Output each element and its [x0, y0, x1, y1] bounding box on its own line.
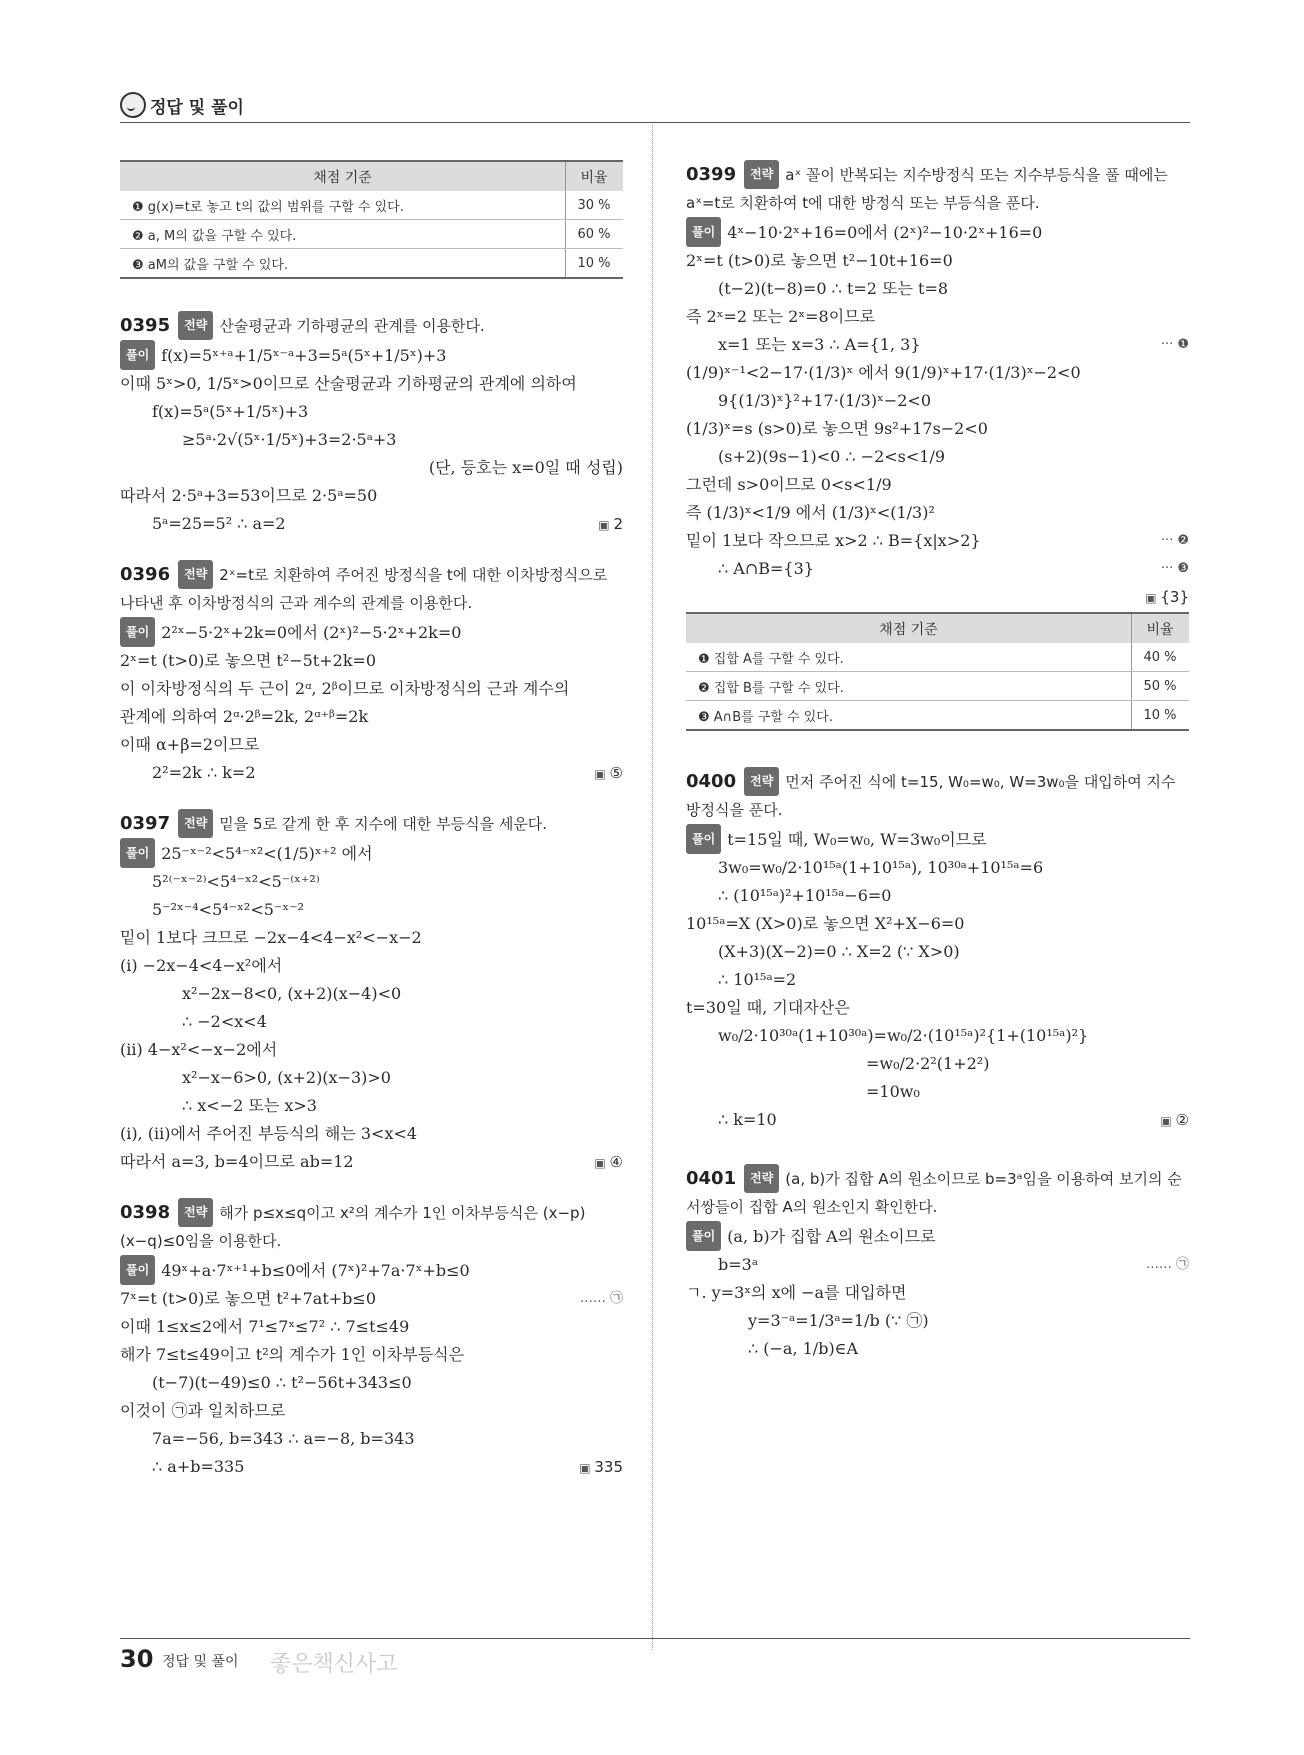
problem-heading [120, 311, 623, 340]
solution-line: 이때 5ˣ>0, 1/5ˣ>0이므로 산술평균과 기하평균의 관계에 의하여 [120, 374, 577, 393]
problem-0397 [120, 809, 623, 1176]
math-text: b=3ᵃ [718, 1255, 758, 1274]
answer-mark: ▣ 335 [579, 1453, 623, 1482]
solution-line: (1/3)ˣ=s (s>0)로 놓으면 9s²+17s−2<0 [686, 419, 988, 438]
table-cell: ❷ a, M의 값을 구할 수 있다. [120, 220, 566, 249]
solution-line: (t−2)(t−8)=0 ∴ t=2 또는 t=8 [718, 279, 949, 298]
table-cell: ❶ g(x)=t로 놓고 t의 값의 범위를 구할 수 있다. [120, 191, 566, 220]
solution-tag: 풀이 [120, 1255, 155, 1285]
table-header-criteria: 채점 기준 [686, 613, 1132, 643]
strategy-text: 해가 p≤x≤q이고 x²의 계수가 1인 이차부등식은 (x−p)(x−q)≤0임을 이용한다. [120, 1204, 586, 1250]
problem-heading [686, 767, 1189, 824]
solution-line: (t−7)(t−49)≤0 ∴ t²−56t+343≤0 [152, 1373, 412, 1392]
solution-line: ∴ (−a, 1/b)∈A [748, 1339, 859, 1358]
table-cell: ❸ aM의 값을 구할 수 있다. [120, 249, 566, 279]
solution-line: x²−2x−8<0, (x+2)(x−4)<0 [182, 984, 402, 1003]
problem-number: 0396 [120, 564, 171, 585]
table-cell: 60 % [566, 220, 624, 249]
solution-line: 이것이 ㉠과 일치하므로 [120, 1401, 286, 1420]
solution-line: (단, 등호는 x=0일 때 성립) [428, 458, 623, 477]
solution-line: 10¹⁵ᵃ=X (X>0)로 놓으면 X²+X−6=0 [686, 914, 965, 933]
table-cell: 30 % [566, 191, 624, 220]
math-text: 7ˣ=t (t>0)로 놓으면 t²+7at+b≤0 [120, 1289, 377, 1308]
table-cell: ❸ A∩B를 구할 수 있다. [686, 701, 1132, 731]
math-text: ∴ k=10 [718, 1110, 777, 1129]
table-row [120, 220, 623, 249]
strategy-text: 산술평균과 기하평균의 관계를 이용한다. [219, 317, 485, 335]
solution-tag: 풀이 [686, 824, 721, 854]
math-text: (a, b)가 집합 A의 원소이므로 [727, 1227, 936, 1246]
solution-line: w₀/2·10³⁰ᵃ(1+10³⁰ᵃ)=w₀/2·(10¹⁵ᵃ)²{1+(10¹⁵ᵃ)²} [718, 1026, 1089, 1045]
solution-line: (X+3)(X−2)=0 ∴ X=2 (∵ X>0) [718, 942, 960, 961]
answer-mark: ▣ 2 [598, 510, 623, 539]
solution-line: (i) −2x−4<4−x²에서 [120, 956, 283, 975]
scoring-table-2 [686, 612, 1189, 731]
solution-line: y=3⁻ᵃ=1/3ᵃ=1/b (∵ ㉠) [748, 1311, 929, 1330]
math-text: ∴ A∩B={3} [718, 559, 814, 578]
solution-line: f(x)=5ᵃ(5ˣ+1/5ˣ)+3 [152, 402, 309, 421]
problem-number: 0399 [686, 164, 737, 185]
solution-tag: 풀이 [120, 838, 155, 868]
strategy-text: 먼저 주어진 식에 t=15, W₀=w₀, W=3w₀을 대입하여 지수방정식을 푼다. [686, 773, 1176, 819]
answer-mark: ▣ ⑤ [594, 759, 623, 788]
table-row [120, 249, 623, 279]
answer-mark: ▣ {3} [1145, 583, 1189, 612]
strategy-tag: 전략 [178, 311, 213, 340]
solution-line: (i), (ii)에서 주어진 부등식의 해는 3<x<4 [120, 1124, 418, 1143]
solution-line: ∴ (10¹⁵ᵃ)²+10¹⁵ᵃ−6=0 [718, 886, 892, 905]
page-number: 30 [120, 1645, 154, 1673]
solution-line: x²−x−6>0, (x+2)(x−3)>0 [182, 1068, 391, 1087]
math-text: 따라서 a=3, b=4이므로 ab=12 [120, 1152, 354, 1171]
strategy-tag: 전략 [178, 809, 213, 838]
problem-number: 0395 [120, 315, 171, 336]
solution-tag: 풀이 [120, 617, 155, 647]
solution-line [120, 759, 623, 787]
solution-line: 이 이차방정식의 두 근이 2ᵅ, 2ᵝ이므로 이차방정식의 근과 계수의 [120, 679, 570, 698]
footer-label: 정답 및 풀이 [162, 1654, 239, 1670]
problem-heading [686, 1164, 1189, 1221]
solution-tag: 풀이 [686, 1221, 721, 1251]
left-column [120, 160, 623, 1482]
solution-line: ∴ x<−2 또는 x>3 [182, 1096, 317, 1115]
table-cell: ❶ 집합 A를 구할 수 있다. [686, 643, 1132, 672]
solution-line [686, 527, 1189, 555]
problem-0399 [686, 160, 1189, 606]
solution-line: ≥5ᵃ·2√(5ˣ·1/5ˣ)+3=2·5ᵃ+3 [182, 430, 397, 449]
problem-number: 0398 [120, 1202, 171, 1223]
solution-line: 즉 2ˣ=2 또는 2ˣ=8이므로 [686, 307, 876, 326]
problem-0396 [120, 560, 623, 787]
solution-line [120, 340, 623, 370]
solution-line: 5²⁽⁻ˣ⁻²⁾<5⁴⁻ˣ²<5⁻⁽ˣ⁺²⁾ [152, 872, 320, 891]
table-header-criteria: 채점 기준 [120, 161, 566, 191]
solution-line [686, 824, 1189, 854]
solution-line: 9{(1/3)ˣ}²+17·(1/3)ˣ−2<0 [718, 391, 932, 410]
solution-tag: 풀이 [120, 340, 155, 370]
strategy-text: 2ˣ=t로 치환하여 주어진 방정식을 t에 대한 이차방정식으로 나타낸 후 이차방정식의 근과 계수의 관계를 이용한다. [120, 566, 608, 612]
math-text: f(x)=5ˣ⁺ᵃ+1/5ˣ⁻ᵃ+3=5ᵃ(5ˣ+1/5ˣ)+3 [161, 346, 447, 365]
problem-0395 [120, 311, 623, 538]
solution-line: 즉 (1/3)ˣ<1/9 에서 (1/3)ˣ<(1/3)² [686, 503, 935, 522]
solution-line: ∴ −2<x<4 [182, 1012, 267, 1031]
table-header-ratio: 비율 [1132, 613, 1190, 643]
solution-line: ∴ 10¹⁵ᵃ=2 [718, 970, 797, 989]
strategy-text: aˣ 꼴이 반복되는 지수방정식 또는 지수부등식을 풀 때에는 aˣ=t로 치환하여 t에 대한 방정식 또는 부등식을 푼다. [686, 166, 1168, 212]
table-header-ratio: 비율 [566, 161, 624, 191]
solution-line: 이때 α+β=2이므로 [120, 735, 260, 754]
scoring-table-1 [120, 160, 623, 279]
solution-line: t=30일 때, 기대자산은 [686, 998, 850, 1017]
solution-tag: 풀이 [686, 217, 721, 247]
solution-line: 7a=−56, b=343 ∴ a=−8, b=343 [152, 1429, 415, 1448]
math-text: 2²ˣ−5·2ˣ+2k=0에서 (2ˣ)²−5·2ˣ+2k=0 [161, 623, 462, 642]
page-footer [120, 1638, 1190, 1677]
solution-line: (ii) 4−x²<−x−2에서 [120, 1040, 278, 1059]
problem-heading [120, 560, 623, 617]
right-column [686, 160, 1189, 1363]
problem-0401 [686, 1164, 1189, 1363]
strategy-tag: 전략 [744, 767, 779, 796]
math-text: 4ˣ−10·2ˣ+16=0에서 (2ˣ)²−10·2ˣ+16=0 [727, 223, 1043, 242]
strategy-tag: 전략 [178, 560, 213, 589]
table-row [686, 701, 1189, 731]
solution-line: 관계에 의하여 2ᵅ·2ᵝ=2k, 2ᵅ⁺ᵝ=2k [120, 707, 369, 726]
solution-line: 2ˣ=t (t>0)로 놓으면 t²−10t+16=0 [686, 251, 953, 270]
page-header-title: 정답 및 풀이 [150, 98, 244, 118]
solution-line [120, 1148, 623, 1176]
math-text: ∴ a+b=335 [152, 1457, 245, 1476]
solution-line [120, 1453, 623, 1481]
step-mark: ··· ❸ [1160, 561, 1189, 576]
strategy-text: 밑을 5로 같게 한 후 지수에 대한 부등식을 세운다. [219, 815, 548, 833]
solution-line [686, 555, 1189, 583]
solution-line: 밑이 1보다 크므로 −2x−4<4−x²<−x−2 [120, 928, 422, 947]
table-row [120, 191, 623, 220]
math-text: 5ᵃ=25=5² ∴ a=2 [152, 514, 286, 533]
problem-0398 [120, 1198, 623, 1481]
problem-heading [120, 809, 623, 838]
solution-line [120, 617, 623, 647]
math-text: x=1 또는 x=3 ∴ A={1, 3} [718, 335, 921, 354]
mascot-icon [120, 92, 146, 118]
strategy-tag: 전략 [178, 1198, 213, 1227]
step-mark: ··· ❷ [1160, 533, 1189, 548]
solution-line [686, 1251, 1189, 1279]
solution-line: =10w₀ [866, 1082, 920, 1101]
strategy-tag: 전략 [744, 160, 779, 189]
column-divider [652, 125, 653, 1650]
solution-line [120, 1285, 623, 1313]
equation-mark: …… ㉠ [579, 1291, 623, 1306]
solution-line [686, 1106, 1189, 1134]
table-row [686, 672, 1189, 701]
solution-line: 이때 1≤x≤2에서 7¹≤7ˣ≤7² ∴ 7≤t≤49 [120, 1317, 410, 1336]
problem-heading [686, 160, 1189, 217]
problem-number: 0400 [686, 771, 737, 792]
solution-line: =w₀/2·2²(1+2²) [866, 1054, 990, 1073]
problem-number: 0397 [120, 813, 171, 834]
solution-line: 그런데 s>0이므로 0<s<1/9 [686, 475, 892, 494]
solution-line: 5⁻²ˣ⁻⁴<5⁴⁻ˣ²<5⁻ˣ⁻² [152, 900, 304, 919]
answer-mark: ▣ ② [1160, 1106, 1189, 1135]
solution-line [686, 217, 1189, 247]
solution-line [120, 510, 623, 538]
strategy-tag: 전략 [744, 1164, 779, 1193]
solution-line [686, 1221, 1189, 1251]
math-text: t=15일 때, W₀=w₀, W=3w₀이므로 [727, 830, 987, 849]
solution-line: ㄱ. y=3ˣ의 x에 −a를 대입하면 [686, 1283, 907, 1302]
solution-line: 3w₀=w₀/2·10¹⁵ᵃ(1+10¹⁵ᵃ), 10³⁰ᵃ+10¹⁵ᵃ=6 [718, 858, 1044, 877]
solution-line: (s+2)(9s−1)<0 ∴ −2<s<1/9 [718, 447, 946, 466]
table-cell: 10 % [1132, 701, 1190, 731]
table-cell: 40 % [1132, 643, 1190, 672]
math-text: 밑이 1보다 작으므로 x>2 ∴ B={x|x>2} [686, 531, 981, 550]
solution-line: (1/9)ˣ⁻¹<2−17·(1/3)ˣ 에서 9(1/9)ˣ+17·(1/3)ˣ−2<0 [686, 363, 1081, 382]
answer-mark: ▣ ④ [594, 1148, 623, 1177]
problem-heading [120, 1198, 623, 1255]
solution-line: 2ˣ=t (t>0)로 놓으면 t²−5t+2k=0 [120, 651, 377, 670]
table-cell: 50 % [1132, 672, 1190, 701]
solution-line [686, 331, 1189, 359]
solution-line: 따라서 2·5ᵃ+3=53이므로 2·5ᵃ=50 [120, 486, 378, 505]
table-row [686, 643, 1189, 672]
strategy-text: (a, b)가 집합 A의 원소이므로 b=3ᵃ임을 이용하여 보기의 순서쌍들이 집합 A의 원소인지 확인한다. [686, 1170, 1182, 1216]
problem-number: 0401 [686, 1168, 737, 1189]
math-text: 2²=2k ∴ k=2 [152, 763, 256, 782]
solution-line [120, 838, 623, 868]
math-text: 49ˣ+a·7ˣ⁺¹+b≤0에서 (7ˣ)²+7a·7ˣ+b≤0 [161, 1261, 470, 1280]
solution-line [120, 1255, 623, 1285]
math-text: 25⁻ˣ⁻²<5⁴⁻ˣ²<(1/5)ˣ⁺² 에서 [161, 844, 373, 863]
problem-0400 [686, 767, 1189, 1134]
step-mark: ··· ❶ [1160, 337, 1189, 352]
table-cell: 10 % [566, 249, 624, 279]
publisher-watermark: 좋은책신사고 [270, 1652, 398, 1677]
equation-mark: …… ㉠ [1145, 1257, 1189, 1272]
table-cell: ❷ 집합 B를 구할 수 있다. [686, 672, 1132, 701]
solution-line: 해가 7≤t≤49이고 t²의 계수가 1인 이차부등식은 [120, 1345, 465, 1364]
page-header [120, 88, 1190, 123]
